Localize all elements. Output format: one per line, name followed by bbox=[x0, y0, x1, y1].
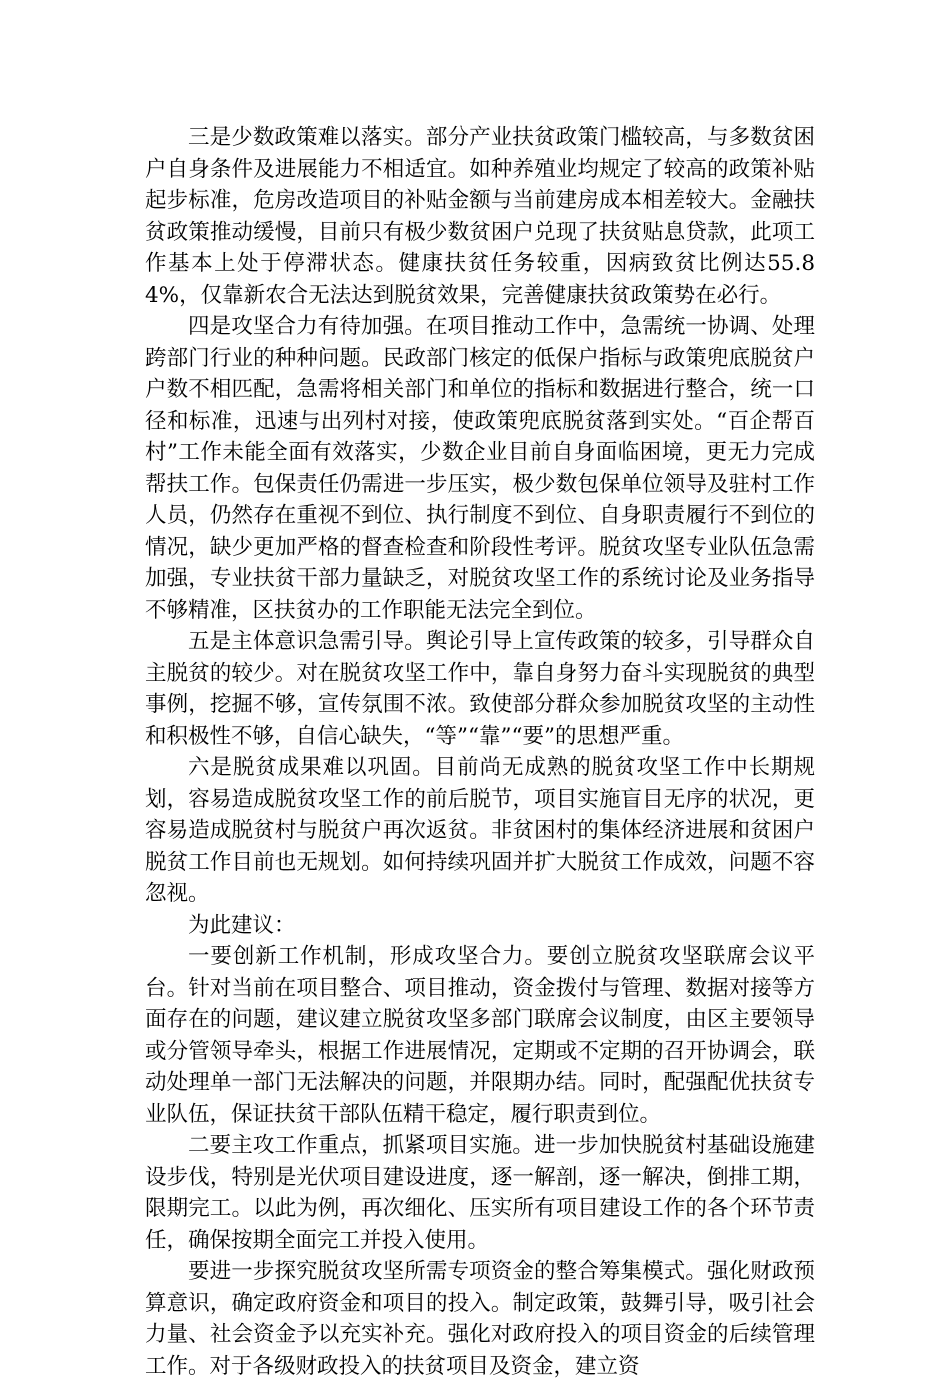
paragraph-coordination: 四是攻坚合力有待加强。在项目推动工作中，急需统一协调、处理跨部门行业的种种问题。民政部门核定的低保户指标与政策兜底脱贫户户数不相匹配，急需将相关部门和单位的指标和数据进行整合，统一口径和标准，迅速与出列村对接，使政策兜底脱贫落到实处。“百企帮百村”工作未能全面有效落实，少数企业目前自身面临困境，更无力完成帮扶工作。包保责任仍需进一步压实，极少数包保单位领导及驻村工作人员，仍然存在重视不到位、执行制度不到位、自身职责履行不到位的情况，缺少更加严格的督查检查和阶段性考评。脱贫攻坚专业队伍急需加强，专业扶贫干部力量缺乏，对脱贫攻坚工作的系统讨论及业务指导不够精准，区扶贫办的工作职能无法完全到位。 bbox=[145, 314, 815, 623]
document-body bbox=[145, 122, 815, 1382]
paragraph-projects: 二要主攻工作重点，抓紧项目实施。进一步加快脱贫村基础设施建设步伐，特别是光伏项目建设进度，逐一解剖，逐一解决，倒排工期，限期完工。以此为例，再次细化、压实所有项目建设工作的各个环节责任，确保按期全面完工并投入使用。 bbox=[145, 1133, 815, 1253]
paragraph-funding: 要进一步探究脱贫攻坚所需专项资金的整合筹集模式。强化财政预算意识，确定政府资金和项目的投入。制定政策，鼓舞引导，吸引社会力量、社会资金予以充实补充。强化对政府投入的项目资金的后续管理工作。对于各级财政投入的扶贫项目及资金，建立资 bbox=[145, 1259, 815, 1379]
paragraph-awareness: 五是主体意识急需引导。舆论引导上宣传政策的较多，引导群众自主脱贫的较少。对在脱贫攻坚工作中，靠自身努力奋斗实现脱贫的典型事例，挖掘不够，宣传氛围不浓。致使部分群众参加脱贫攻坚的主动性和积极性不够，自信心缺失，“等”“靠”“要”的思想严重。 bbox=[145, 629, 815, 749]
paragraph-suggestions-heading: 为此建议： bbox=[188, 912, 296, 938]
paragraph-policy-implementation: 三是少数政策难以落实。部分产业扶贫政策门槛较高，与多数贫困户自身条件及进展能力不相适宜。如种养殖业均规定了较高的政策补贴起步标准，危房改造项目的补贴金额与当前建房成本相差较大。金融扶贫政策推动缓慢，目前只有极少数贫困户兑现了扶贫贴息贷款，此项工作基本上处于停滞状态。健康扶贫任务较重，因病致贫比例达55.84%，仅靠新农合无法达到脱贫效果，完善健康扶贫政策势在必行。 bbox=[145, 125, 815, 308]
paragraph-consolidation: 六是脱贫成果难以巩固。目前尚无成熟的脱贫攻坚工作中长期规划，容易造成脱贫攻坚工作的前后脱节，项目实施盲目无序的状况，更容易造成脱贫村与脱贫户再次返贫。非贫困村的集体经济进展和贫困户脱贫工作目前也无规划。如何持续巩固并扩大脱贫工作成效，问题不容忽视。 bbox=[145, 755, 815, 906]
paragraph-mechanism: 一要创新工作机制，形成攻坚合力。要创立脱贫攻坚联席会议平台。针对当前在项目整合、项目推动，资金拨付与管理、数据对接等方面存在的问题，建议建立脱贫攻坚多部门联席会议制度，由区主要领导或分管领导牵头，根据工作进展情况，定期或不定期的召开协调会，联动处理单一部门无法解决的问题，并限期办结。同时，配强配优扶贫专业队伍，保证扶贫干部队伍精干稳定，履行职责到位。 bbox=[145, 944, 815, 1127]
